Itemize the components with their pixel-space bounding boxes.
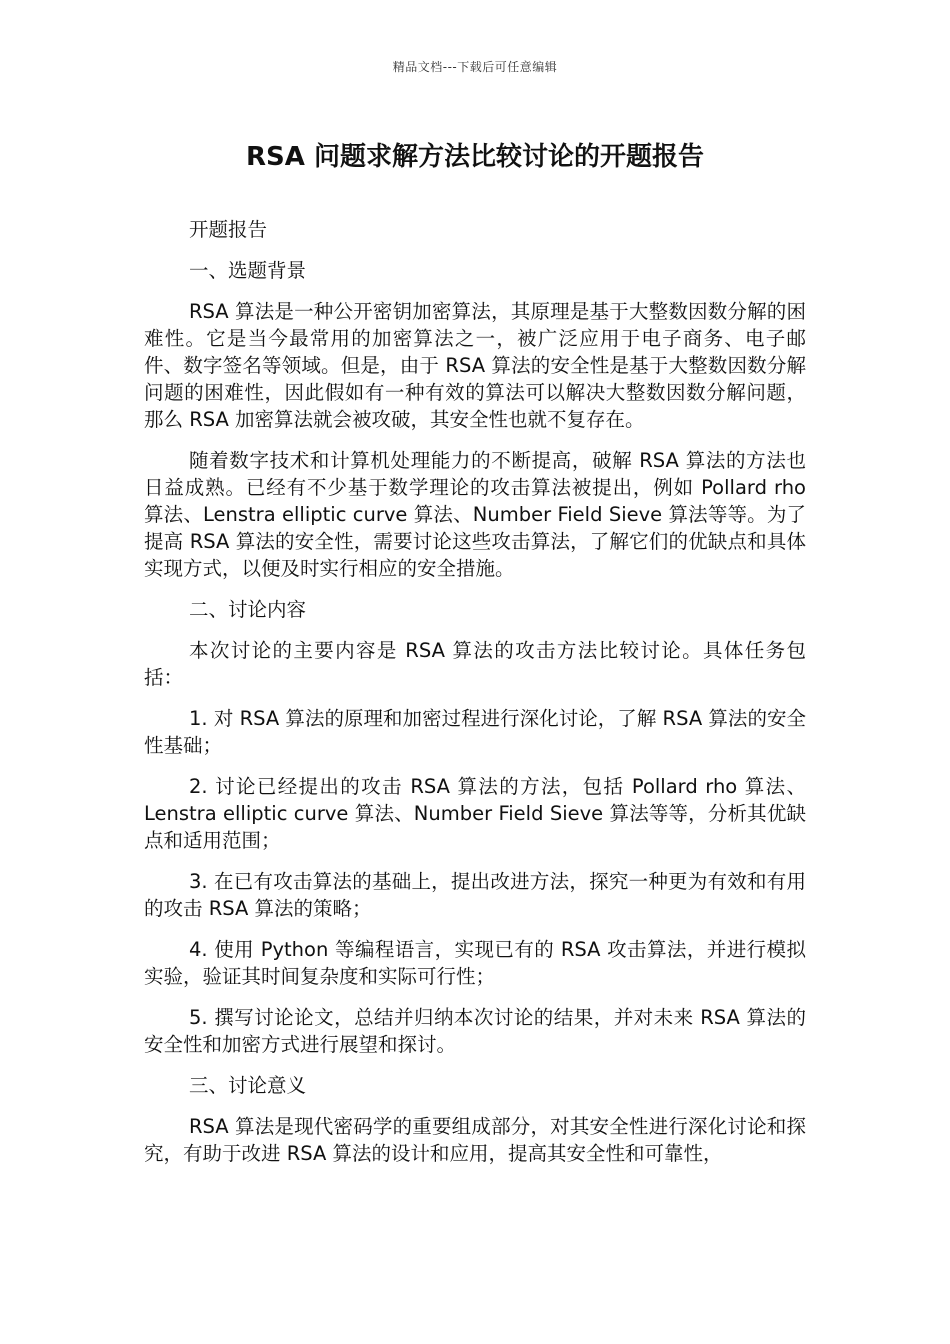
- paragraph: 本次讨论的主要内容是 RSA 算法的攻击方法比较讨论。具体任务包括：: [144, 639, 806, 689]
- heading-content: 二、讨论内容: [189, 598, 307, 621]
- heading-significance: 三、讨论意义: [189, 1074, 307, 1097]
- list-item: 4. 使用 Python 等编程语言，实现已有的 RSA 攻击算法，并进行模拟实验，验证其时间复杂度和实际可行性；: [144, 938, 806, 988]
- paragraph: 随着数字技术和计算机处理能力的不断提高，破解 RSA 算法的方法也日益成熟。已经有不少基于数学理论的攻击算法被提出，例如 Pollard rho 算法、Lenstra elliptic curve 算法、Number Field Sieve 算法等等。为了提高 RSA 算法的安全性，需要讨论这些攻击算法，了解它们的优缺点和具体实现方式，以便及时实行相应的安全措施。: [144, 449, 806, 580]
- paragraph: RSA 算法是现代密码学的重要组成部分，对其安全性进行深化讨论和探究，有助于改进 RSA 算法的设计和应用，提高其安全性和可靠性，: [144, 1115, 806, 1165]
- document-title: RSA 问题求解方法比较讨论的开题报告: [246, 142, 704, 172]
- paragraph-report-label: 开题报告: [189, 218, 268, 241]
- paragraph: RSA 算法是一种公开密钥加密算法，其原理是基于大整数因数分解的困难性。它是当今最常用的加密算法之一，被广泛应用于电子商务、电子邮件、数字签名等领域。但是，由于 RSA 算法的安全性是基于大整数因数分解问题的困难性，因此假如有一种有效的算法可以解决大整数因数分解问题，那么 RSA 加密算法就会被攻破，其安全性也就不复存在。: [144, 300, 806, 431]
- list-item: 5. 撰写讨论论文，总结并归纳本次讨论的结果，并对未来 RSA 算法的安全性和加密方式进行展望和探讨。: [144, 1006, 806, 1056]
- document-body: [144, 216, 806, 1181]
- list-item: 2. 讨论已经提出的攻击 RSA 算法的方法，包括 Pollard rho 算法、Lenstra elliptic curve 算法、Number Field Sieve 算法等等，分析其优缺点和适用范围；: [144, 775, 806, 852]
- heading-background: 一、选题背景: [189, 259, 307, 282]
- header-note: 精品文档---下载后可任意编辑: [392, 60, 558, 74]
- list-item: 1. 对 RSA 算法的原理和加密过程进行深化讨论，了解 RSA 算法的安全性基础；: [144, 707, 806, 757]
- list-item: 3. 在已有攻击算法的基础上，提出改进方法，探究一种更为有效和有用的攻击 RSA 算法的策略；: [144, 870, 806, 920]
